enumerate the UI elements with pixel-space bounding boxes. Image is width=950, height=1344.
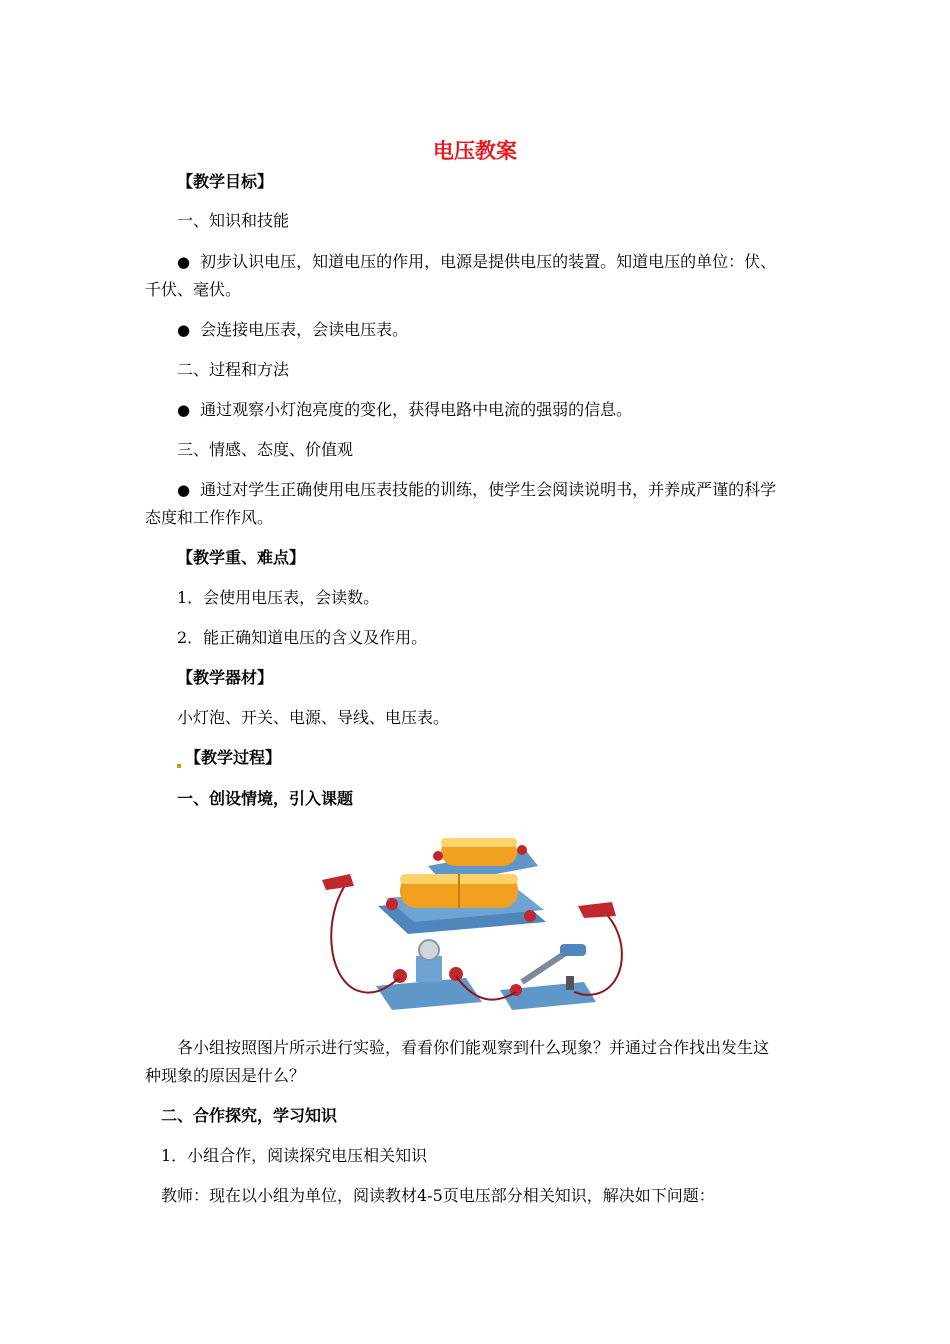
goal-3-bullet-1-line1: 通过对学生正确使用电压表技能的训练，使学生会阅读说明书，并养成严谨的科学 xyxy=(200,480,777,499)
circuit-experiment-image xyxy=(316,826,638,1022)
goal-2-heading: 二、过程和方法 xyxy=(177,360,290,379)
step-1-text-line2: 种现象的原因是什么？ xyxy=(145,1066,306,1085)
goals-heading: 【教学目标】 xyxy=(177,172,274,191)
goal-1-bullet-2 xyxy=(177,320,408,340)
equipment-list: 小灯泡、开关、电源、导线、电压表。 xyxy=(177,708,450,727)
switch-base xyxy=(500,944,596,1010)
battery-holder-bottom xyxy=(378,874,546,934)
goal-2-bullet-1 xyxy=(177,400,632,420)
goal-1-bullet-1-line1: 初步认识电压，知道电压的作用，电源是提供电压的装置。知道电压的单位：伏、 xyxy=(200,252,777,271)
goal-1-bullet-2-text: 会连接电压表，会读电压表。 xyxy=(200,320,409,339)
page-title: 电压教案 xyxy=(433,139,517,163)
step-1-text-line1: 各小组按照图片所示进行实验，看看你们能观察到什么现象？并通过合作找出发生这 xyxy=(177,1038,770,1057)
step-2-item-1: 1．小组合作，阅读探究电压相关知识 xyxy=(161,1146,428,1165)
goal-3-bullet-1 xyxy=(177,480,776,500)
step-1-heading: 一、创设情境，引入课题 xyxy=(177,789,354,808)
edit-marker-icon xyxy=(177,764,181,768)
keypoint-1: 1．会使用电压表，会读数。 xyxy=(177,588,380,607)
step-2-heading: 二、合作探究，学习知识 xyxy=(161,1106,338,1125)
equipment-heading: 【教学器材】 xyxy=(177,668,274,687)
goal-1-bullet-1 xyxy=(177,252,776,272)
keypoints-heading: 【教学重、难点】 xyxy=(177,548,306,567)
bulb-base xyxy=(376,940,482,1010)
keypoint-2: 2．能正确知道电压的含义及作用。 xyxy=(177,628,428,647)
goal-3-heading: 三、情感、态度、价值观 xyxy=(177,440,354,459)
goal-1-bullet-1-line2: 千伏、毫伏。 xyxy=(145,280,242,299)
goal-2-bullet-1-text: 通过观察小灯泡亮度的变化，获得电路中电流的强弱的信息。 xyxy=(200,400,633,419)
bullet-icon: ● xyxy=(177,321,191,339)
process-heading xyxy=(177,748,281,768)
bullet-icon: ● xyxy=(177,401,191,419)
process-heading-text: 【教学过程】 xyxy=(185,748,282,767)
goal-3-bullet-1-line2: 态度和工作作风。 xyxy=(145,508,274,527)
step-2-teacher: 教师：现在以小组为单位，阅读教材4-5页电压部分相关知识，解决如下问题： xyxy=(161,1186,715,1205)
goal-1-heading: 一、知识和技能 xyxy=(177,211,290,230)
bullet-icon: ● xyxy=(177,481,191,499)
bullet-icon: ● xyxy=(177,253,191,271)
